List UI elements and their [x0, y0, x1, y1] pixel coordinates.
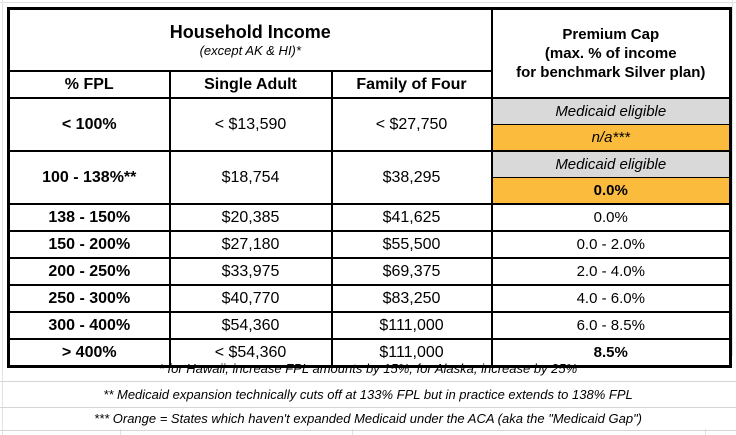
premium-cap-subtitle-line-2: for benchmark Silver plan) [516, 64, 706, 81]
cell-single-adult: < $13,590 [170, 98, 332, 151]
cell-medicaid-gap: n/a*** [492, 125, 731, 152]
premium-cap-title: Premium Cap [562, 26, 660, 43]
household-income-header-cell [9, 9, 492, 72]
cell-premium-cap: 4.0 - 6.0% [492, 285, 731, 312]
cell-family-of-four: $111,000 [332, 339, 492, 367]
footnote-medicaid-expansion: ** Medicaid expansion technically cuts off at 133% FPL but in practice extends to 138% FPL [0, 382, 736, 408]
cell-premium-cap: 6.0 - 8.5% [492, 312, 731, 339]
footnote-hawaii-alaska: * for Hawaii, increase FPL amounts by 15%; for Alaska, increase by 25% [0, 356, 736, 382]
cell-family-of-four: $41,625 [332, 204, 492, 231]
cell-premium-cap: 0.0 - 2.0% [492, 231, 731, 258]
income-premium-cap-table [7, 7, 732, 368]
cell-family-of-four: $69,375 [332, 258, 492, 285]
cell-single-adult: $33,975 [170, 258, 332, 285]
cell-single-adult: $54,360 [170, 312, 332, 339]
cell-single-adult: $27,180 [170, 231, 332, 258]
cell-fpl: 300 - 400% [9, 312, 170, 339]
footnote-medicaid-gap: *** Orange = States which haven't expanded Medicaid under the ACA (aka the "Medicaid Gap") [0, 408, 736, 431]
cell-single-adult: $40,770 [170, 285, 332, 312]
sheet-gridline-top [0, 2, 736, 3]
household-income-subtitle: (except AK & HI)* [199, 43, 301, 58]
premium-cap-subtitle-line-1: (max. % of income [544, 45, 677, 62]
cell-family-of-four: < $27,750 [332, 98, 492, 151]
cell-medicaid-gap: 0.0% [492, 178, 731, 205]
column-header-single-adult: Single Adult [170, 71, 332, 98]
cell-family-of-four: $55,500 [332, 231, 492, 258]
cell-fpl: 100 - 138%** [9, 151, 170, 204]
sheet-gridline-right [732, 0, 733, 356]
cell-fpl: > 400% [9, 339, 170, 367]
cell-family-of-four: $111,000 [332, 312, 492, 339]
column-header-family-of-four: Family of Four [332, 71, 492, 98]
table-row [9, 285, 731, 312]
cell-medicaid-eligible: Medicaid eligible [492, 98, 731, 125]
table-row [9, 98, 731, 125]
cell-premium-cap: 8.5% [492, 339, 731, 367]
cell-family-of-four: $83,250 [332, 285, 492, 312]
column-header-fpl: % FPL [9, 71, 170, 98]
cell-single-adult: $20,385 [170, 204, 332, 231]
table-row [9, 204, 731, 231]
household-income-title: Household Income [169, 22, 331, 42]
cell-premium-cap: 0.0% [492, 204, 731, 231]
table-row [9, 9, 731, 72]
cell-family-of-four: $38,295 [332, 151, 492, 204]
premium-cap-header-cell [492, 9, 731, 99]
cell-fpl: 250 - 300% [9, 285, 170, 312]
table-row [9, 231, 731, 258]
cell-medicaid-eligible: Medicaid eligible [492, 151, 731, 178]
cell-fpl: 150 - 200% [9, 231, 170, 258]
table-row [9, 258, 731, 285]
cell-single-adult: $18,754 [170, 151, 332, 204]
cell-fpl: 138 - 150% [9, 204, 170, 231]
table-row [9, 151, 731, 178]
cell-premium-cap: 2.0 - 4.0% [492, 258, 731, 285]
cell-fpl: < 100% [9, 98, 170, 151]
footnotes-section [0, 356, 736, 431]
cell-fpl: 200 - 250% [9, 258, 170, 285]
cell-single-adult: < $54,360 [170, 339, 332, 367]
table-row [9, 312, 731, 339]
